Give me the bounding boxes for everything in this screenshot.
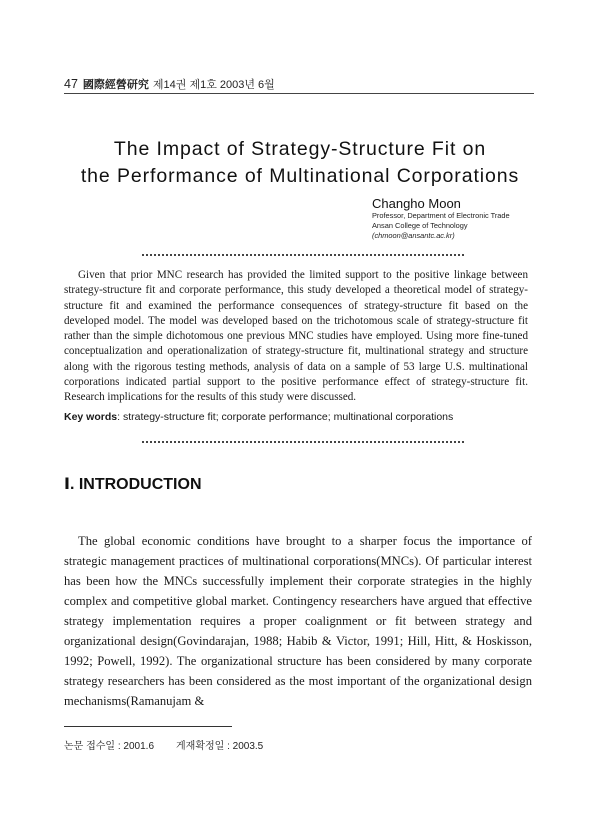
author-email: (chmoon@ansantc.ac.kr) bbox=[372, 231, 455, 240]
abstract: Given that prior MNC research has provided the limited support to the positive linkage between strategy-structure fit and corporate performance, this study developed a theoretical model of strategy-structure fit and examined the performance consequences of strategy-structure fit based on the developed model. The model was developed based on the trichotomous scale of strategy-structure fit rather than the simple dichotomous one previous MNC studies have employed. Using more fine-tuned conceptualization and operationalization of strategy-structure fit, multinational strategy and structure along with the rigorous testing methods, analysis of data on a sample of 53 large U.S. multinational corporations indicated partial support to the positive performance effect of strategy-structure fit. Research implications for the results of this study were discussed. bbox=[64, 269, 528, 404]
abstract-top-divider bbox=[142, 254, 464, 256]
keywords-values: : strategy-structure fit; corporate performance; multinational corporations bbox=[117, 411, 454, 423]
abstract-bottom-divider bbox=[142, 441, 464, 443]
author-name: Changho Moon bbox=[372, 196, 461, 211]
section-heading-introduction: Ⅰ. INTRODUCTION bbox=[64, 476, 202, 493]
accepted-date: 게재확정일 : 2003.5 bbox=[176, 741, 264, 752]
running-head bbox=[64, 76, 534, 92]
paper-title bbox=[60, 136, 540, 190]
footnote bbox=[64, 737, 263, 752]
page-number: 47 bbox=[64, 77, 78, 91]
affiliation-department: Professor, Department of Electronic Trade bbox=[372, 211, 510, 220]
introduction-paragraph: The global economic conditions have brought to a sharper focus the importance of strategic management practices of multinational corporations(MNCs). Of particular interest has been how the MNCs successfully implement their corporate strategies in the highly complex and competitive global market. Contingency researchers have argued that effective strategy implementation requires a proper coalignment or fit between strategy and organizational design(Govindarajan, 1988; Habib & Victor, 1991; Hill, Hitt, & Hoskisson, 1992; Powell, 1992). The organizational structure has been considered by many corporate strategy researchers has been considered as the most important of the organizational design mechanisms(Ramanujam & bbox=[64, 534, 532, 708]
header-rule bbox=[64, 93, 534, 94]
keywords bbox=[64, 411, 534, 423]
journal-issue: 제14권 제1호 2003년 6월 bbox=[152, 79, 275, 91]
author-affiliation bbox=[372, 211, 510, 241]
affiliation-institution: Ansan College of Technology bbox=[372, 221, 468, 230]
paper-title-line-1: The Impact of Strategy-Structure Fit on bbox=[113, 138, 487, 160]
journal-name: 國際經營研究 bbox=[82, 79, 149, 91]
received-date: 논문 접수일 : 2001.6 bbox=[64, 741, 154, 752]
footnote-rule bbox=[64, 726, 232, 727]
keywords-label: Key words bbox=[64, 411, 118, 423]
paper-title-line-2: the Performance of Multinational Corporations bbox=[80, 165, 520, 187]
